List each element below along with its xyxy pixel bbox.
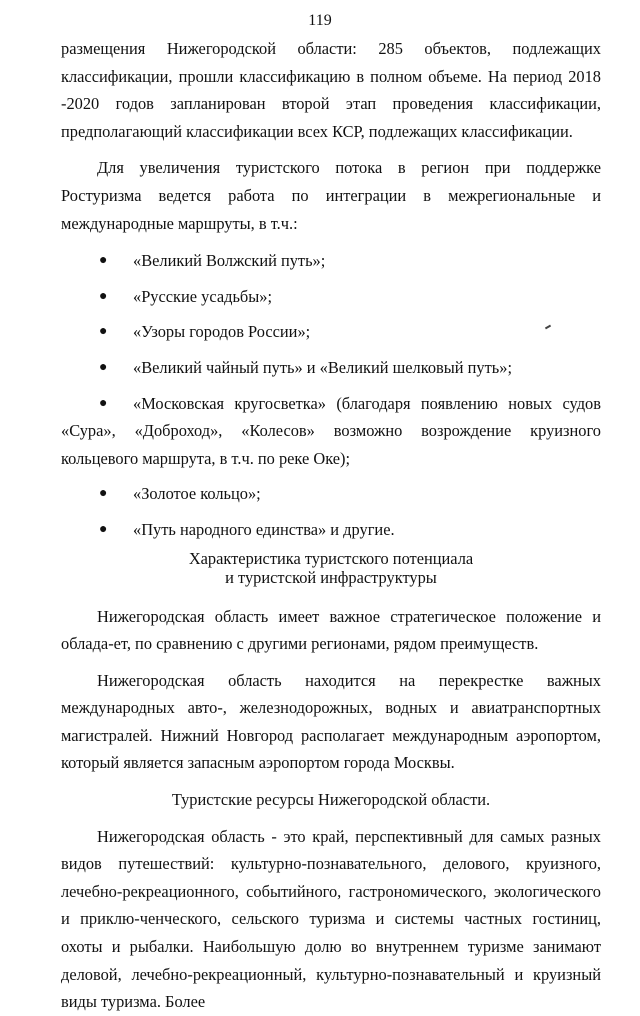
list-item	[61, 350, 601, 386]
paragraph-tourist-flow: Для увеличения туристского потока в регион при поддержке Ростуризма ведется работа по интеграции в межрегиональные и международные маршруты, в т.ч.:	[61, 158, 601, 233]
list-item	[61, 243, 601, 279]
list-item	[61, 386, 601, 477]
section-heading-line1: Характеристика туристского потенциала	[188, 548, 474, 568]
routes-list	[61, 243, 601, 547]
paragraph-strategic-position: Нижегородская область имеет важное стратегическое положение и облада-ет, по сравнению с другими регионами, рядом преимуществ.	[61, 606, 601, 654]
bullet-icon: ●	[99, 324, 108, 340]
bullet-icon: ●	[99, 288, 108, 304]
bullet-icon: ●	[99, 395, 108, 411]
list-item	[61, 314, 601, 350]
list-item-text: «Путь народного единства» и другие.	[133, 519, 395, 539]
bullet-icon: ●	[99, 521, 108, 537]
list-item	[61, 512, 601, 548]
bullet-icon: ●	[99, 359, 108, 375]
list-item	[61, 279, 601, 315]
document-body	[61, 35, 601, 1016]
list-item-text-continuation: «Сура», «Доброход», «Колесов» возможно возрождение круизного кольцевого маршрута, в т.ч. по реке Оке);	[61, 421, 601, 468]
bullet-icon: ●	[99, 253, 108, 269]
paragraph-classification-first-line: размещения Нижегородской области: 285 объектов, подлежащих	[61, 39, 601, 58]
section-heading-resources: Туристские ресурсы Нижегородской области.	[171, 790, 491, 810]
paragraph-transport: Нижегородская область находится на перекрестке важных международных авто-, железнодорожных, водных и авиатранспортных магистралей. Нижний Новгород располагает международным аэропортом, который является запасным аэропортом города Москвы.	[61, 670, 601, 773]
page-number: 119	[308, 12, 332, 29]
list-item-text: «Золотое кольцо»;	[133, 484, 261, 504]
list-item-text: «Великий чайный путь» и «Великий шелковый путь»;	[133, 357, 513, 377]
bullet-icon: ●	[99, 486, 108, 502]
list-item-text: «Русские усадьбы»;	[133, 286, 273, 306]
list-item-text: «Великий Волжский путь»;	[133, 251, 326, 271]
section-heading-line2: и туристской инфраструктуры	[225, 567, 437, 587]
list-item-text-first-line: «Московская кругосветка» (благодаря появлению новых судов	[133, 393, 601, 413]
paragraph-classification: классификации, прошли классификацию в полном объеме. На период 2018 -2020 годов запланирован второй этап проведения классификации, предполагающий классификации всех КСР, подлежащих классификации.	[61, 66, 601, 141]
list-item	[61, 476, 601, 512]
paragraph-tourism-types: Нижегородская область - это край, перспективный для самых разных видов путешествий: культурно-познавательного, делового, круизного, лечебно-рекреационного, событийного, гастрономического, экологического и приклю-ченческого, сельского туризма и системы частных гостиниц, охоты и рыбалки. Наибольшую долю во внутреннем туризме занимают деловой, лечебно-рекреационный, культурно-познавательный и круизный виды туризма. Более	[61, 826, 601, 1012]
list-item-text: «Узоры городов России»;	[133, 322, 311, 342]
